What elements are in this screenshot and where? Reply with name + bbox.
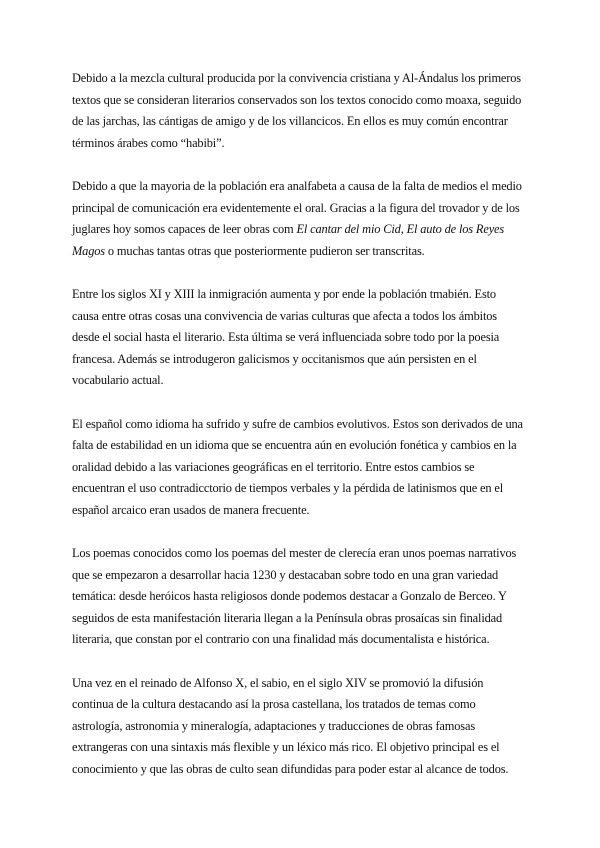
text-line: El español como idioma ha sufrido y sufre de cambios evolutivos. Estos son derivados de una — [72, 416, 523, 431]
paragraph-oralidad — [72, 176, 530, 262]
text-line: textos que se consideran literarios conservados son los textos conocido como moaxa, seguido — [72, 92, 522, 107]
text-line: vocabulario actual. — [72, 373, 164, 388]
document-page — [72, 68, 530, 802]
text-line: literaria, que constan por el contrario con una finalidad más documentalista e histórica. — [72, 632, 490, 647]
text-line: Entre los siglos XI y XIII la inmigración aumenta y por ende la población tmabién. Esto — [72, 286, 496, 301]
text-line: Debido a que la mayoria de la población era analfabeta a causa de la falta de medios el medio — [72, 178, 522, 193]
text-line: español arcaico eran usados de manera frecuente. — [72, 502, 310, 517]
text-line: Debido a la mezcla cultural producida por la convivencia cristiana y Al-Ándalus los primeros — [72, 71, 521, 85]
work-title: El cantar del mio Cid, El auto de los Reyes — [296, 222, 505, 237]
paragraph-cambios-evolutivos — [72, 414, 530, 522]
text-line: Los poemas conocidos como los poemas del mester de clerecía eran unos poemas narrativos — [72, 546, 517, 561]
text-line: continua de la cultura destacando así la prosa castellana, los tratados de temas como — [72, 697, 476, 712]
text-line: oralidad debido a las variaciones geográficas en el territorio. Entre estos cambios se — [72, 459, 475, 474]
text-line: que se empezaron a desarrollar hacia 1230 y destacaban sobre todo en una gran variedad — [72, 567, 499, 582]
text-line: de las jarchas, las cántigas de amigo y de los villancicos. En ellos es muy común encontrar — [72, 114, 508, 129]
text-line: principal de comunicación era evidentemente el oral. Gracias a la figura del trovador y de los — [72, 200, 520, 215]
text-fragment: juglares hoy somos capaces de leer obras com — [72, 222, 297, 237]
text-line: francesa. Además se introdugeron galicismos y occitanismos que aún persisten en el — [72, 351, 477, 366]
text-line: términos árabes como “habibi”. — [72, 135, 225, 150]
paragraph-alfonso-x — [72, 673, 530, 781]
text-line: encuentran el uso contradicctorio de tiempos verbales y la pérdida de latinismos que en el — [72, 481, 504, 496]
text-line: extrangeras con una sintaxis más flexible y un léxico más rico. El objetivo principal es el — [72, 740, 500, 755]
paragraph-jarchas — [72, 68, 530, 154]
text-line: astrología, astronomia y mineralogía, adaptaciones y traducciones de obras famosas — [72, 718, 475, 733]
text-line: conocimiento y que las obras de culto sean difundidas para poder estar al alcance de todos. — [72, 762, 509, 776]
text-line-with-title — [72, 241, 530, 263]
text-line-with-title — [72, 219, 530, 241]
paragraph-mester-de-clerecia — [72, 543, 530, 651]
text-line: causa entre otras cosas una convivencia de varias culturas que afecta a todos los ámbitos — [72, 308, 497, 323]
text-line: seguidos de esta manifestación literaria llegan a la Península obras prosaícas sin finalidad — [72, 610, 503, 625]
text-line: desde el social hasta el literario. Esta última se verá influenciada sobre todo por la poesia — [72, 330, 500, 345]
text-line: Una vez en el reinado de Alfonso X, el sabio, en el siglo XIV se promovió la difusión — [72, 675, 484, 690]
text-fragment: o muchas tantas otras que posteriormente pudieron ser transcritas. — [104, 243, 425, 258]
work-title: Magos — [72, 243, 105, 258]
text-line: falta de estabilidad en un idioma que se encuentra aún en evolución fonética y cambios en la — [72, 438, 517, 453]
text-line: temática: desde heróicos hasta religiosos donde podemos destacar a Gonzalo de Berceo. Y — [72, 589, 507, 604]
paragraph-siglos-xi-xiii — [72, 284, 530, 392]
